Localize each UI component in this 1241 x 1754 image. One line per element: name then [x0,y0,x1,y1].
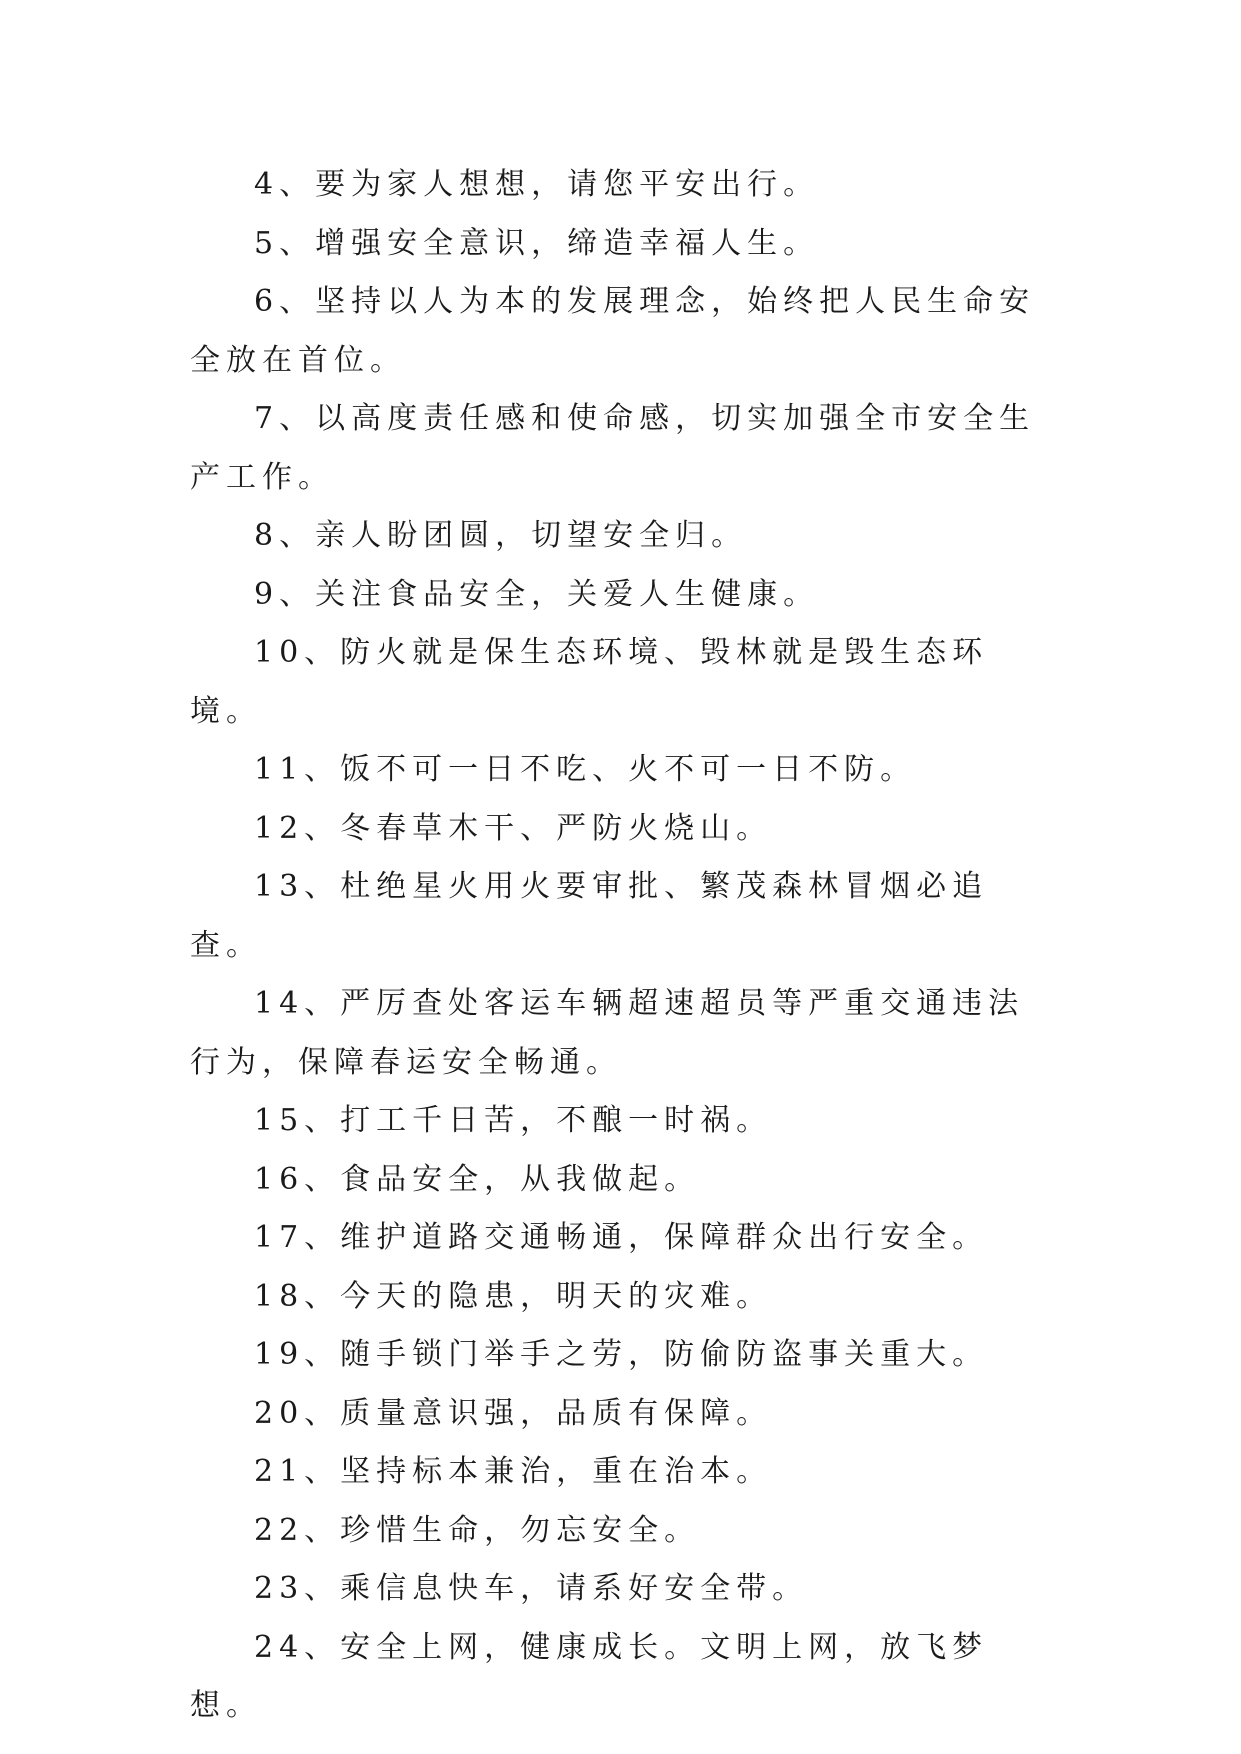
list-item: 20、质量意识强，品质有保障。 [254,1395,773,1431]
list-item: 5、增强安全意识，缔造幸福人生。 [254,225,820,261]
list-item: 21、坚持标本兼治，重在治本。 [254,1454,773,1489]
list-item: 9、关注食品安全，关爱人生健康。 [254,576,820,612]
list-item: 12、冬春草木干、严防火烧山。 [254,810,773,846]
list-item: 17、维护道路交通畅通，保障群众出行安全。 [254,1220,989,1255]
list-item: 22、珍惜生命，勿忘安全。 [254,1512,701,1548]
list-item: 13、杜绝星火用火要审批、繁茂森林冒烟必追查。 [190,869,989,963]
list-item: 23、乘信息快车，请系好安全带。 [254,1571,809,1606]
list-item: 18、今天的隐患，明天的灾难。 [254,1278,773,1314]
list-item: 16、食品安全，从我做起。 [254,1161,701,1197]
list-item: 15、打工千日苦，不酿一时祸。 [254,1103,773,1138]
list-item: 14、严厉查处客运车辆超速超员等严重交通违法行为，保障春运安全畅通。 [190,986,1025,1080]
list-item: 10、防火就是保生态环境、毁林就是毁生态环境。 [190,635,989,729]
slogan-list [190,156,1050,1736]
list-item: 7、以高度责任感和使命感，切实加强全市安全生产工作。 [190,401,1036,495]
list-item: 24、安全上网，健康成长。文明上网，放飞梦想。 [190,1629,989,1723]
list-item: 4、要为家人想想，请您平安出行。 [254,167,820,202]
list-item: 19、随手锁门举手之劳，防偷防盗事关重大。 [254,1337,989,1372]
list-item: 8、亲人盼团圆，切望安全归。 [254,518,748,553]
list-item: 11、饭不可一日不吃、火不可一日不防。 [254,752,917,787]
list-item: 6、坚持以人为本的发展理念，始终把人民生命安全放在首位。 [190,284,1036,378]
